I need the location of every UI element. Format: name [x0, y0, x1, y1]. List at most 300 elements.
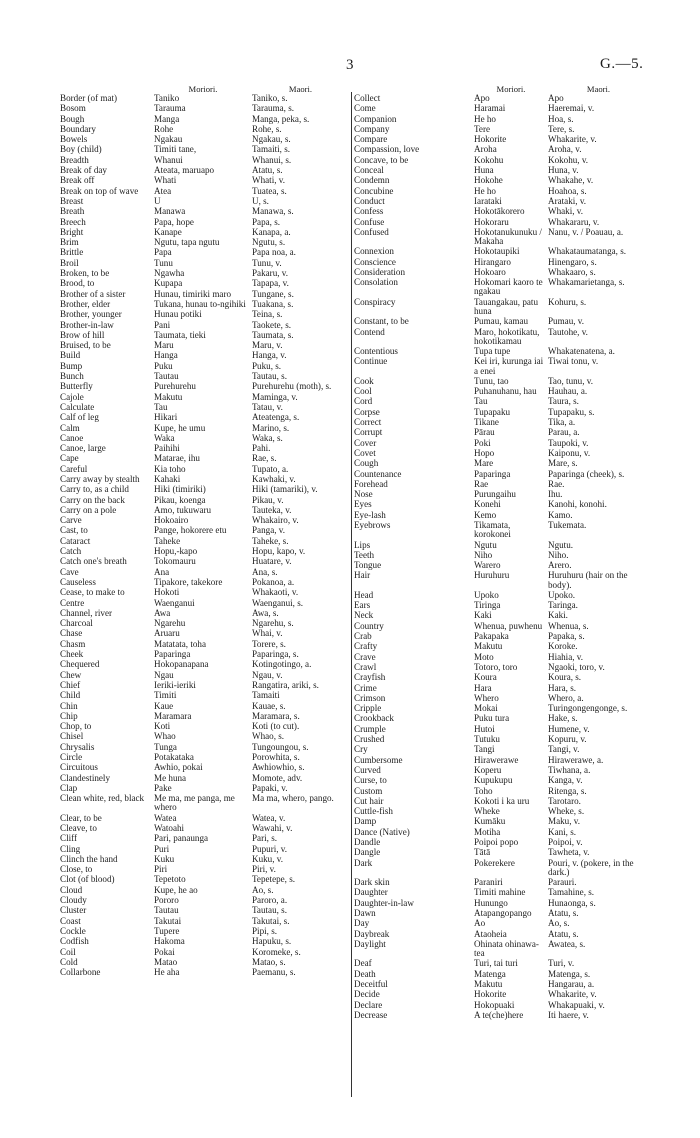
maori-term: Pakaru, v.: [252, 268, 289, 279]
moriori-term: Makutu: [154, 391, 183, 402]
dictionary-entry: [354, 958, 649, 968]
english-term: Channel, river: [60, 607, 113, 618]
english-term: Damp: [354, 816, 377, 827]
maori-term: Kanohi, konohi.: [548, 499, 607, 510]
dictionary-entry: [60, 936, 349, 946]
moriori-term: Maro, hokotikatu, hokotikamau: [474, 326, 540, 346]
moriori-term: Hokorite: [474, 989, 507, 1000]
english-term: Brittle: [60, 247, 84, 258]
maori-term: Hinengaro, s.: [548, 256, 597, 267]
maori-term: Koti (to cut).: [252, 721, 300, 732]
dictionary-entry: [60, 721, 349, 731]
dictionary-entry: [354, 124, 649, 134]
english-term: Chip: [60, 710, 78, 721]
english-term: Brother of a sister: [60, 288, 126, 299]
maori-term: Tere, s.: [548, 123, 575, 134]
moriori-term: Hikari: [154, 412, 178, 423]
moriori-term: Hopu,-kapo: [154, 546, 198, 557]
moriori-term: Awa: [154, 607, 171, 618]
moriori-term: Tātā: [474, 847, 491, 858]
dictionary-entry: [354, 999, 649, 1009]
english-term: Breath: [60, 206, 85, 217]
maori-term: Parau, a.: [548, 427, 580, 438]
english-term: Cry: [354, 744, 368, 755]
english-term: Corrupt: [354, 427, 383, 438]
english-term: Calculate: [60, 401, 95, 412]
dictionary-entry: [354, 427, 649, 437]
moriori-term: Hirangaro: [474, 256, 511, 267]
dictionary-entry: [60, 833, 349, 843]
english-term: Teeth: [354, 549, 375, 560]
english-term: Cockle: [60, 925, 86, 936]
dictionary-entry: [354, 407, 649, 417]
english-term: Come: [354, 103, 376, 114]
english-term: Forehead: [354, 478, 388, 489]
dictionary-entry: [354, 510, 649, 520]
english-term: Clot (of blood): [60, 874, 115, 885]
dictionary-entry: [354, 267, 649, 277]
maori-term: Whakataumatanga, s.: [548, 246, 627, 257]
english-term: Conduct: [354, 195, 385, 206]
moriori-term: Hokotaupiki: [474, 246, 520, 257]
english-term: Curved: [354, 764, 381, 775]
moriori-term: Ngakau: [154, 134, 183, 145]
maori-term: Marino, s.: [252, 422, 290, 433]
left-entries-table: [60, 94, 349, 977]
moriori-term: Rae: [474, 478, 489, 489]
dictionary-entry: [60, 103, 349, 113]
moriori-term: Waka: [154, 432, 175, 443]
english-term: Circuitous: [60, 762, 98, 773]
dictionary-entry: [354, 939, 649, 959]
moriori-term: Totoro, toro: [474, 661, 518, 672]
maori-term: Kohuru, s.: [548, 296, 587, 307]
dictionary-entry: [354, 257, 649, 267]
dictionary-entry: [354, 376, 649, 386]
maori-term: Whakapuaki, v.: [548, 999, 605, 1010]
moriori-term: He ho: [474, 113, 496, 124]
moriori-term: Kei iri, kurunga iai a enei: [474, 356, 544, 376]
moriori-term: Tautau: [154, 905, 179, 916]
dictionary-entry: [60, 659, 349, 669]
maori-term: Huna, v.: [548, 165, 579, 176]
moriori-term: Makutu: [474, 641, 503, 652]
moriori-term: Ana: [154, 566, 170, 577]
english-term: Broken, to be: [60, 268, 110, 279]
maori-term: Tukemata.: [548, 520, 587, 530]
maori-term: Hoahoa, s.: [548, 185, 587, 196]
dictionary-entry: [354, 806, 649, 816]
moriori-term: Tere: [474, 123, 491, 134]
english-term: Causeless: [60, 576, 96, 587]
dictionary-entry: [354, 186, 649, 196]
english-term: Cold: [60, 956, 78, 967]
english-term: Connexion: [354, 246, 394, 257]
english-term: Coast: [60, 915, 81, 926]
moriori-term: Maru: [154, 340, 174, 351]
maori-term: Wheke, s.: [548, 806, 585, 817]
english-term: Chrysalis: [60, 741, 95, 752]
dictionary-entry: [354, 693, 649, 703]
english-term: Canoe: [60, 432, 84, 443]
dictionary-entry: [354, 297, 649, 317]
moriori-term: Tau: [154, 401, 168, 412]
english-term: Child: [60, 690, 81, 701]
maori-term: Apo: [548, 93, 564, 103]
dictionary-entry: [354, 713, 649, 723]
maori-term: Whakairo, v.: [252, 515, 299, 526]
moriori-term: Hokorite: [474, 134, 507, 145]
maori-term: Ihu.: [548, 489, 563, 500]
dictionary-entry: [60, 443, 349, 453]
maori-term: Manga, peka, s.: [252, 113, 310, 124]
english-term: Contend: [354, 326, 385, 337]
moriori-term: Tokomauru: [154, 556, 196, 567]
dictionary-entry: [60, 484, 349, 494]
dictionary-entry: [354, 246, 649, 256]
dictionary-entry: [354, 134, 649, 144]
dictionary-entry: [354, 969, 649, 979]
moriori-term: Motiha: [474, 826, 501, 837]
moriori-term: Hokopuaki: [474, 999, 515, 1010]
english-term: Brother-in-law: [60, 319, 114, 330]
english-term: Centre: [60, 597, 85, 608]
english-term: Careful: [60, 463, 88, 474]
english-term: Cord: [354, 396, 373, 407]
moriori-term: Puku tura: [474, 713, 510, 724]
dictionary-entry: [354, 144, 649, 154]
page-number: 3: [346, 57, 354, 73]
moriori-term: Purehurehu: [154, 381, 196, 392]
maori-term: Hiahia, v.: [548, 651, 584, 662]
maori-term: Tautau, s.: [252, 905, 287, 916]
moriori-term: Poipoi popo: [474, 837, 519, 848]
moriori-term: Atapangopango: [474, 908, 532, 918]
moriori-term: Tupa tupe: [474, 346, 511, 357]
english-term: Bruised, to be: [60, 340, 111, 351]
maori-term: Taura, s.: [548, 396, 579, 407]
english-term: Eye-lash: [354, 509, 386, 520]
maori-term: Torere, s.: [252, 638, 286, 649]
english-term: Neck: [354, 610, 374, 621]
dictionary-entry: [354, 396, 649, 406]
maori-term: Tautau, s.: [252, 371, 287, 382]
maori-term: Ngarehu, s.: [252, 618, 294, 629]
maori-term: Aroha, v.: [548, 144, 582, 155]
english-term: Crookback: [354, 713, 394, 724]
dictionary-entry: [60, 206, 349, 216]
maori-term: Hangarau, a.: [548, 978, 595, 989]
maori-term: Whaki, v.: [548, 206, 584, 217]
english-term: Conspiracy: [354, 296, 396, 307]
english-term: Cough: [354, 458, 379, 469]
english-term: Cluster: [60, 905, 87, 916]
english-term: Calf of leg: [60, 412, 99, 423]
maori-term: Hirawerawe, a.: [548, 754, 604, 765]
maori-term: Kani, s.: [548, 826, 577, 837]
dictionary-entry: [354, 724, 649, 734]
moriori-term: Hokotākorero: [474, 206, 525, 217]
dictionary-entry: [354, 1010, 649, 1020]
moriori-term: Koti: [154, 721, 171, 732]
maori-term: Kaki.: [548, 610, 568, 621]
maori-term: Tupapaku, s.: [548, 406, 595, 417]
english-term: Collect: [354, 93, 381, 103]
maori-term: Hunaonga, s.: [548, 897, 596, 908]
dictionary-entry: [60, 813, 349, 823]
english-term: Bowels: [60, 134, 88, 145]
dictionary-entry: [60, 926, 349, 936]
moriori-term: Pokerekere: [474, 857, 515, 868]
dictionary-entry: [354, 610, 649, 620]
maori-term: Waka, s.: [252, 432, 283, 443]
english-term: Cleave, to: [60, 822, 97, 833]
english-term: Declare: [354, 999, 383, 1010]
moriori-term: Watoahi: [154, 822, 185, 833]
dictionary-entry: [60, 258, 349, 268]
maori-term: Kaiponu, v.: [548, 447, 591, 458]
english-term: Codfish: [60, 936, 89, 947]
english-term: Cumbersome: [354, 754, 403, 765]
dictionary-entry: [354, 114, 649, 124]
english-term: Countenance: [354, 468, 402, 479]
english-term: Compassion, love: [354, 144, 420, 155]
maori-term: Hiki (tamariki), v.: [252, 484, 318, 495]
english-term: Boy (child): [60, 144, 102, 155]
maori-header: Maori.: [288, 84, 313, 94]
dictionary-entry: [354, 847, 649, 857]
english-term: Break of day: [60, 165, 107, 176]
moriori-term: Koura: [474, 672, 497, 683]
english-term: Cover: [354, 437, 377, 448]
english-term: Constant, to be: [354, 316, 409, 327]
english-term: Break off: [60, 175, 95, 186]
maori-term: Papa, s.: [252, 216, 281, 227]
moriori-term: Tipakore, takekore: [154, 576, 223, 587]
dictionary-entry: [60, 319, 349, 329]
english-term: Crimson: [354, 692, 386, 703]
moriori-term: Hokopanapana: [154, 659, 209, 670]
maori-term: Purehurehu (moth), s.: [252, 381, 332, 392]
dictionary-entry: [354, 196, 649, 206]
english-term: Clandestinely: [60, 772, 111, 783]
dictionary-entry: [60, 946, 349, 956]
english-term: Bosom: [60, 103, 86, 114]
english-term: Crushed: [354, 734, 385, 745]
maori-term: Huruhuru (hair on the body).: [548, 570, 628, 590]
dictionary-entry: [60, 144, 349, 154]
maori-term: Tatau, v.: [252, 401, 283, 412]
maori-term: Whao, s.: [252, 731, 285, 742]
moriori-term: Huruhuru: [474, 570, 510, 581]
dictionary-entry: [60, 874, 349, 884]
maori-term: Tapapa, v.: [252, 278, 289, 289]
english-term: Dark: [354, 857, 373, 868]
right-column: [354, 84, 649, 1020]
moriori-term: Ngau: [154, 669, 174, 680]
english-term: Clap: [60, 782, 78, 793]
english-term: Breadth: [60, 154, 89, 165]
english-term: Crave: [354, 651, 376, 662]
maori-term: Panga, v.: [252, 525, 285, 536]
dictionary-entry: [354, 550, 649, 560]
moriori-term: U: [154, 195, 161, 206]
dictionary-entry: [60, 752, 349, 762]
moriori-term: Watea: [154, 812, 177, 823]
dictionary-entry: [60, 381, 349, 391]
moriori-term: Paparinga: [474, 468, 511, 479]
maori-term: Parauri.: [548, 877, 577, 888]
moriori-term: Hokotanukunuku / Makaha: [474, 226, 542, 247]
maori-term: Awatea, s.: [548, 938, 586, 949]
moriori-term: Tepetoto: [154, 874, 186, 885]
dictionary-entry: [354, 356, 649, 376]
english-term: Country: [354, 620, 384, 631]
english-term: Bough: [60, 113, 85, 124]
dictionary-entry: [60, 155, 349, 165]
moriori-term: Hokoraru: [474, 216, 509, 227]
dictionary-entry: [354, 499, 649, 509]
moriori-term: Taheke: [154, 535, 181, 546]
maori-term: Hoa, s.: [548, 113, 574, 124]
dictionary-entry: [354, 560, 649, 570]
english-term: Daybreak: [354, 928, 390, 939]
english-term: Hair: [354, 570, 371, 581]
moriori-term: Wheke: [474, 806, 500, 817]
maori-term: Hauhau, a.: [548, 386, 588, 397]
moriori-term: Timiti tane,: [154, 144, 197, 155]
maori-term: Tungoungou, s.: [252, 741, 309, 752]
maori-term: Tarauma, s.: [252, 103, 295, 114]
moriori-term: Awhio, pokai: [154, 762, 203, 773]
english-term: Cook: [354, 375, 374, 386]
dictionary-entry: [354, 877, 649, 887]
english-term: Crime: [354, 682, 377, 693]
english-term: Clinch the hand: [60, 853, 118, 864]
dictionary-entry: [354, 744, 649, 754]
english-term: Death: [354, 968, 376, 979]
dictionary-entry: [354, 827, 649, 837]
english-term: Daughter-in-law: [354, 897, 414, 908]
english-term: Company: [354, 123, 390, 134]
dictionary-entry: [354, 734, 649, 744]
dictionary-entry: [354, 672, 649, 682]
maori-term: Rangatira, ariki, s.: [252, 679, 319, 690]
maori-term: Whanui, s.: [252, 154, 292, 165]
moriori-term: Haramai: [474, 103, 506, 114]
english-term: Chew: [60, 669, 82, 680]
moriori-term: Whao: [154, 731, 176, 742]
moriori-term: Tukana, hunau to-ngihiki: [154, 298, 246, 309]
dictionary-entry: [60, 505, 349, 515]
maori-term: Ao, s.: [252, 884, 274, 895]
dictionary-entry: [354, 590, 649, 600]
moriori-term: Pārau: [474, 427, 495, 438]
english-term: Dance (Native): [354, 826, 410, 837]
moriori-term: Kaki: [474, 610, 492, 621]
moriori-header: Moriori.: [496, 84, 526, 94]
english-term: Bump: [60, 360, 83, 371]
english-term: Nose: [354, 489, 373, 500]
moriori-term: Poki: [474, 437, 491, 448]
moriori-term: Tangi: [474, 744, 495, 755]
maori-term: Ao, s.: [548, 918, 570, 929]
dictionary-entry: [60, 783, 349, 793]
english-term: Carry on the back: [60, 494, 125, 505]
dictionary-entry: [60, 227, 349, 237]
english-term: Butterfly: [60, 381, 93, 392]
english-term: Boundary: [60, 123, 96, 134]
moriori-term: Rohe: [154, 123, 174, 134]
maori-term: Pahi.: [252, 443, 271, 454]
dictionary-entry: [60, 916, 349, 926]
moriori-term: Kokohu: [474, 154, 504, 165]
english-term: Carry on a pole: [60, 504, 117, 515]
maori-term: Taniko, s.: [252, 93, 288, 103]
moriori-term: Ohinata ohinawa-tea: [474, 938, 539, 959]
moriori-term: Makutu: [474, 978, 503, 989]
maori-term: Atatu, s.: [548, 928, 579, 939]
dictionary-entry: [60, 186, 349, 196]
dictionary-entry: [354, 346, 649, 356]
moriori-term: He aha: [154, 967, 180, 978]
moriori-term: Tarauma: [154, 103, 186, 114]
moriori-term: Whanui: [154, 154, 183, 165]
maori-term: Nanu, v. / Poauau, a.: [548, 226, 624, 237]
english-term: Crayfish: [354, 672, 386, 683]
maori-term: Tika, a.: [548, 417, 576, 428]
english-term: Cloud: [60, 884, 83, 895]
moriori-term: Konehi: [474, 499, 501, 510]
dictionary-entry: [60, 536, 349, 546]
maori-term: Turi, v.: [548, 958, 575, 969]
maori-term: Haeremai, v.: [548, 103, 595, 114]
maori-term: Poipoi, v.: [548, 837, 583, 848]
moriori-term: Pake: [154, 782, 172, 793]
dictionary-entry: [354, 979, 649, 989]
maori-term: Ana, s.: [252, 566, 278, 577]
moriori-term: Ngutu, tapa ngutu: [154, 237, 220, 248]
dictionary-entry: [354, 887, 649, 897]
maori-term: Tangi, v.: [548, 744, 580, 755]
dictionary-entry: [354, 206, 649, 216]
english-term: Daylight: [354, 938, 386, 949]
moriori-term: Tunu: [154, 257, 173, 268]
dictionary-entry: [354, 918, 649, 928]
dictionary-entry: [60, 124, 349, 134]
english-term: Deaf: [354, 958, 372, 969]
moriori-term: Ngawha: [154, 268, 185, 279]
dictionary-entry: [60, 309, 349, 319]
maori-term: Hopu, kapo, v.: [252, 546, 306, 557]
english-term: Confuse: [354, 216, 385, 227]
dictionary-entry: [60, 494, 349, 504]
dictionary-entry: [60, 94, 349, 103]
left-column: [60, 84, 349, 977]
english-term: Catch one's breath: [60, 556, 127, 567]
dictionary-entry: [354, 316, 649, 326]
maori-term: Rae, s.: [252, 453, 277, 464]
english-term: Carry to, as a child: [60, 484, 129, 495]
moriori-term: Whero: [474, 692, 499, 703]
moriori-term: Koperu: [474, 764, 502, 775]
maori-term: Whero, a.: [548, 692, 584, 703]
maori-term: Tungane, s.: [252, 288, 294, 299]
moriori-term: Ao: [474, 918, 486, 929]
moriori-term: Kemo: [474, 509, 497, 520]
moriori-term: Hakoma: [154, 936, 185, 947]
dictionary-entry: [354, 755, 649, 765]
